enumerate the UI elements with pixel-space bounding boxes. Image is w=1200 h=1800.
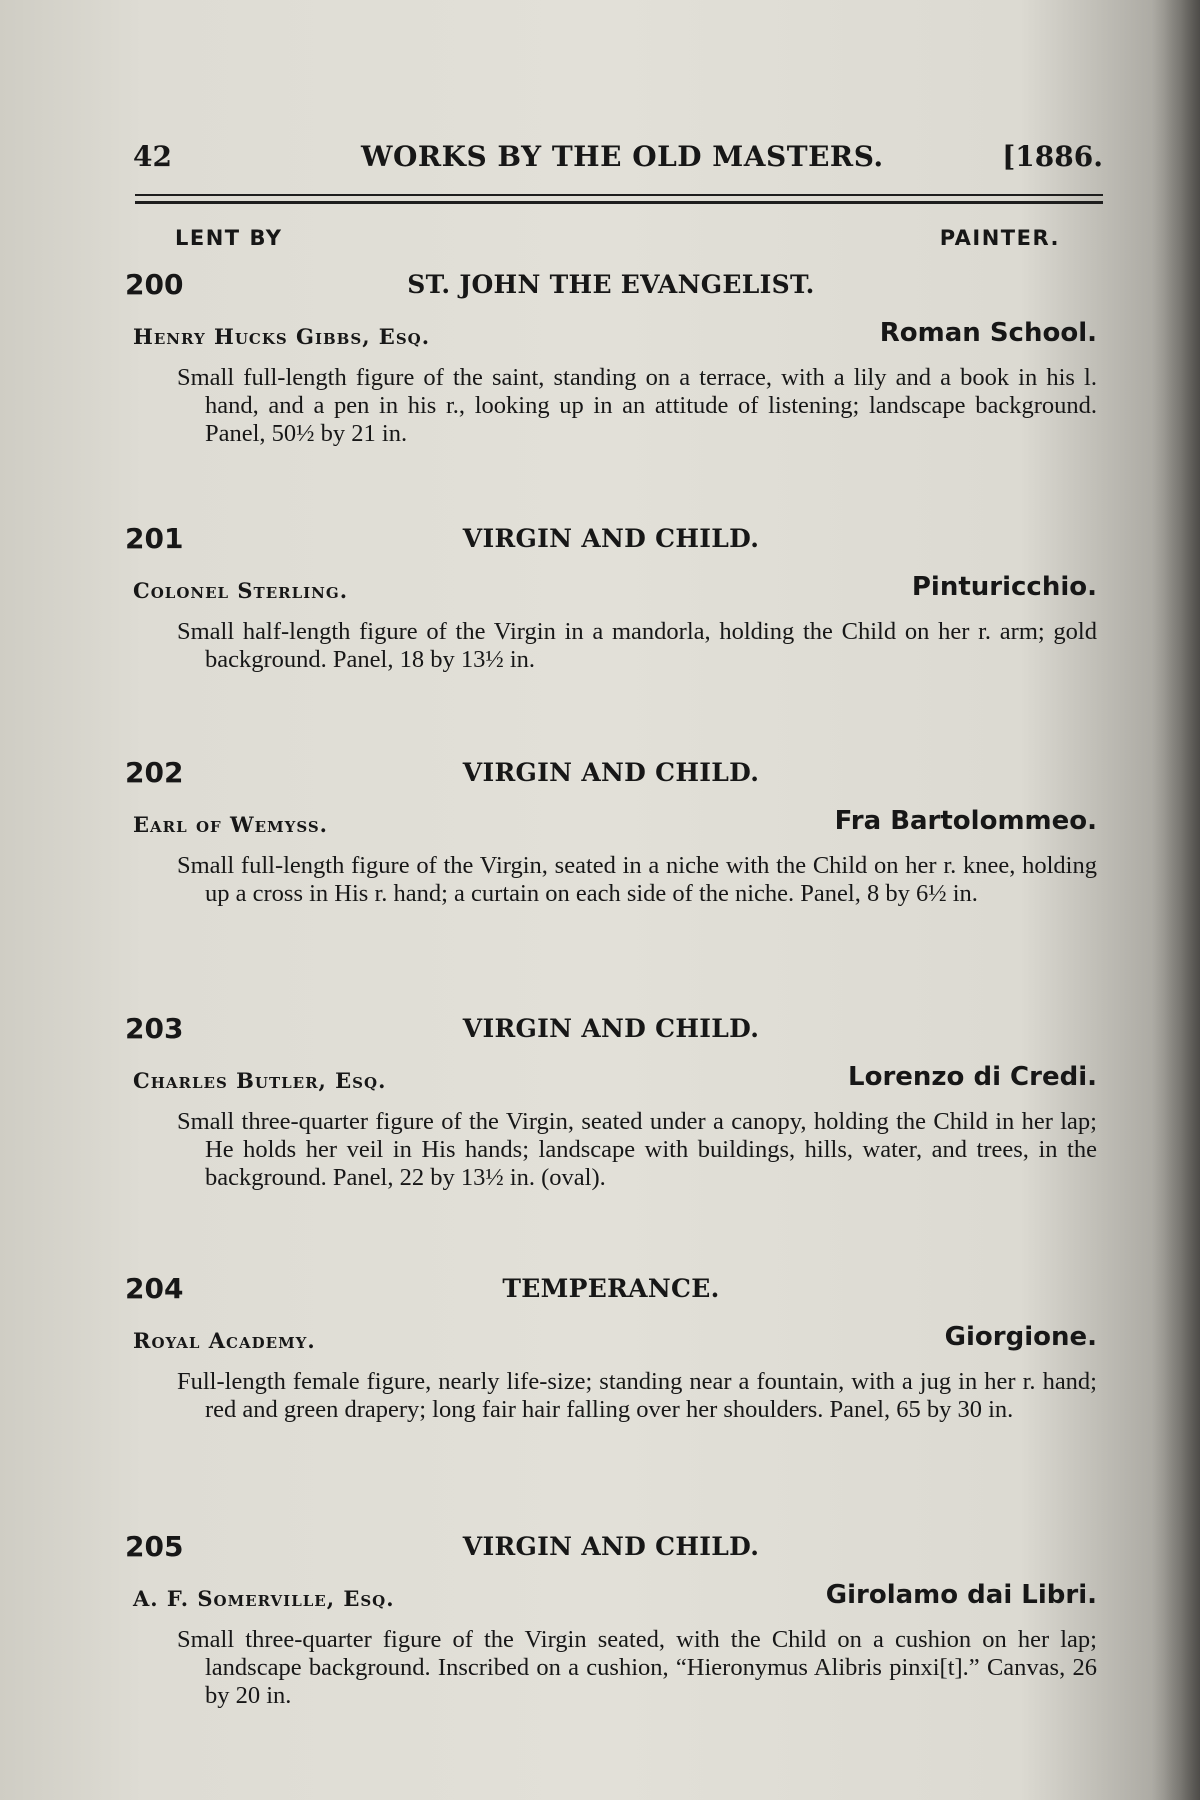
artwork-title: TEMPERANCE. (502, 1274, 720, 1303)
artwork-description: Small full-length figure of the Virgin, seated in a niche with the Child on her r. knee, holding up a cross in His r. hand; a curtain on each side of the niche. Panel, 8 by 6½ in. (177, 852, 1097, 907)
painter-name: Girolamo dai Libri. (825, 1580, 1097, 1610)
page-header (133, 140, 1103, 180)
year-marker: [1886. (1002, 140, 1103, 173)
lender-name: A. F. Somerville, Esq. (133, 1586, 395, 1611)
lent-by-label: LENT BY (175, 226, 283, 250)
entry-number: 202 (125, 756, 184, 789)
header-rule-thin (135, 194, 1103, 196)
catalogue-entry (125, 1530, 1097, 1760)
artwork-title: VIRGIN AND CHILD. (462, 1014, 760, 1043)
artwork-description: Small three-quarter figure of the Virgin seated, with the Child on a cushion on her lap; landscape background. Inscribed on a cushion, “Hieronymus Alibris pinxi[t].” Canvas, 26 by 20 in. (177, 1626, 1097, 1709)
artwork-description: Small half-length figure of the Virgin in a mandorla, holding the Child on her r. arm; gold background. Panel, 18 by 13½ in. (177, 618, 1097, 673)
catalogue-entry (125, 1272, 1097, 1502)
entry-number: 201 (125, 522, 184, 555)
catalogue-entry (125, 268, 1097, 498)
artwork-description: Small full-length figure of the saint, standing on a terrace, with a lily and a book in his l. hand, and a pen in his r., looking up in an attitude of listening; landscape background. Panel, 50½ by 21 in. (177, 364, 1097, 447)
artwork-description: Full-length female figure, nearly life-size; standing near a fountain, with a jug in her r. hand; red and green drapery; long fair hair falling over her shoulders. Panel, 65 by 30 in. (177, 1368, 1097, 1423)
lender-name: Henry Hucks Gibbs, Esq. (133, 324, 431, 349)
lender-name: Royal Academy. (133, 1328, 316, 1353)
artwork-title: VIRGIN AND CHILD. (462, 758, 760, 787)
painter-name: Fra Bartolommeo. (834, 806, 1097, 836)
painter-name: Roman School. (879, 318, 1097, 348)
entry-number: 203 (125, 1012, 184, 1045)
painter-name: Giorgione. (944, 1322, 1097, 1352)
painter-name: Pinturicchio. (911, 572, 1097, 602)
page-number: 42 (133, 140, 172, 173)
catalogue-entry (125, 522, 1097, 752)
artwork-title: VIRGIN AND CHILD. (462, 1532, 760, 1561)
entry-number: 204 (125, 1272, 184, 1305)
entry-number: 200 (125, 268, 184, 301)
running-title: WORKS BY THE OLD MASTERS. (361, 140, 884, 173)
lender-name: Colonel Sterling. (133, 578, 349, 603)
page-edge-shadow (1152, 0, 1200, 1800)
lender-name: Charles Butler, Esq. (133, 1068, 387, 1093)
painter-name: Lorenzo di Credi. (848, 1062, 1097, 1092)
painter-label: PAINTER. (939, 226, 1060, 250)
artwork-title: VIRGIN AND CHILD. (462, 524, 760, 553)
lender-name: Earl of Wemyss. (133, 812, 328, 837)
header-rule-thick (135, 201, 1103, 204)
artwork-description: Small three-quarter figure of the Virgin, seated under a canopy, holding the Child in her lap; He holds her veil in His hands; landscape with buildings, hills, water, and trees, in the background. Panel, 22 by 13½ in. (oval). (177, 1108, 1097, 1191)
artwork-title: ST. JOHN THE EVANGELIST. (407, 270, 815, 299)
catalogue-entry (125, 1012, 1097, 1242)
catalogue-entry (125, 756, 1097, 986)
entry-number: 205 (125, 1530, 184, 1563)
